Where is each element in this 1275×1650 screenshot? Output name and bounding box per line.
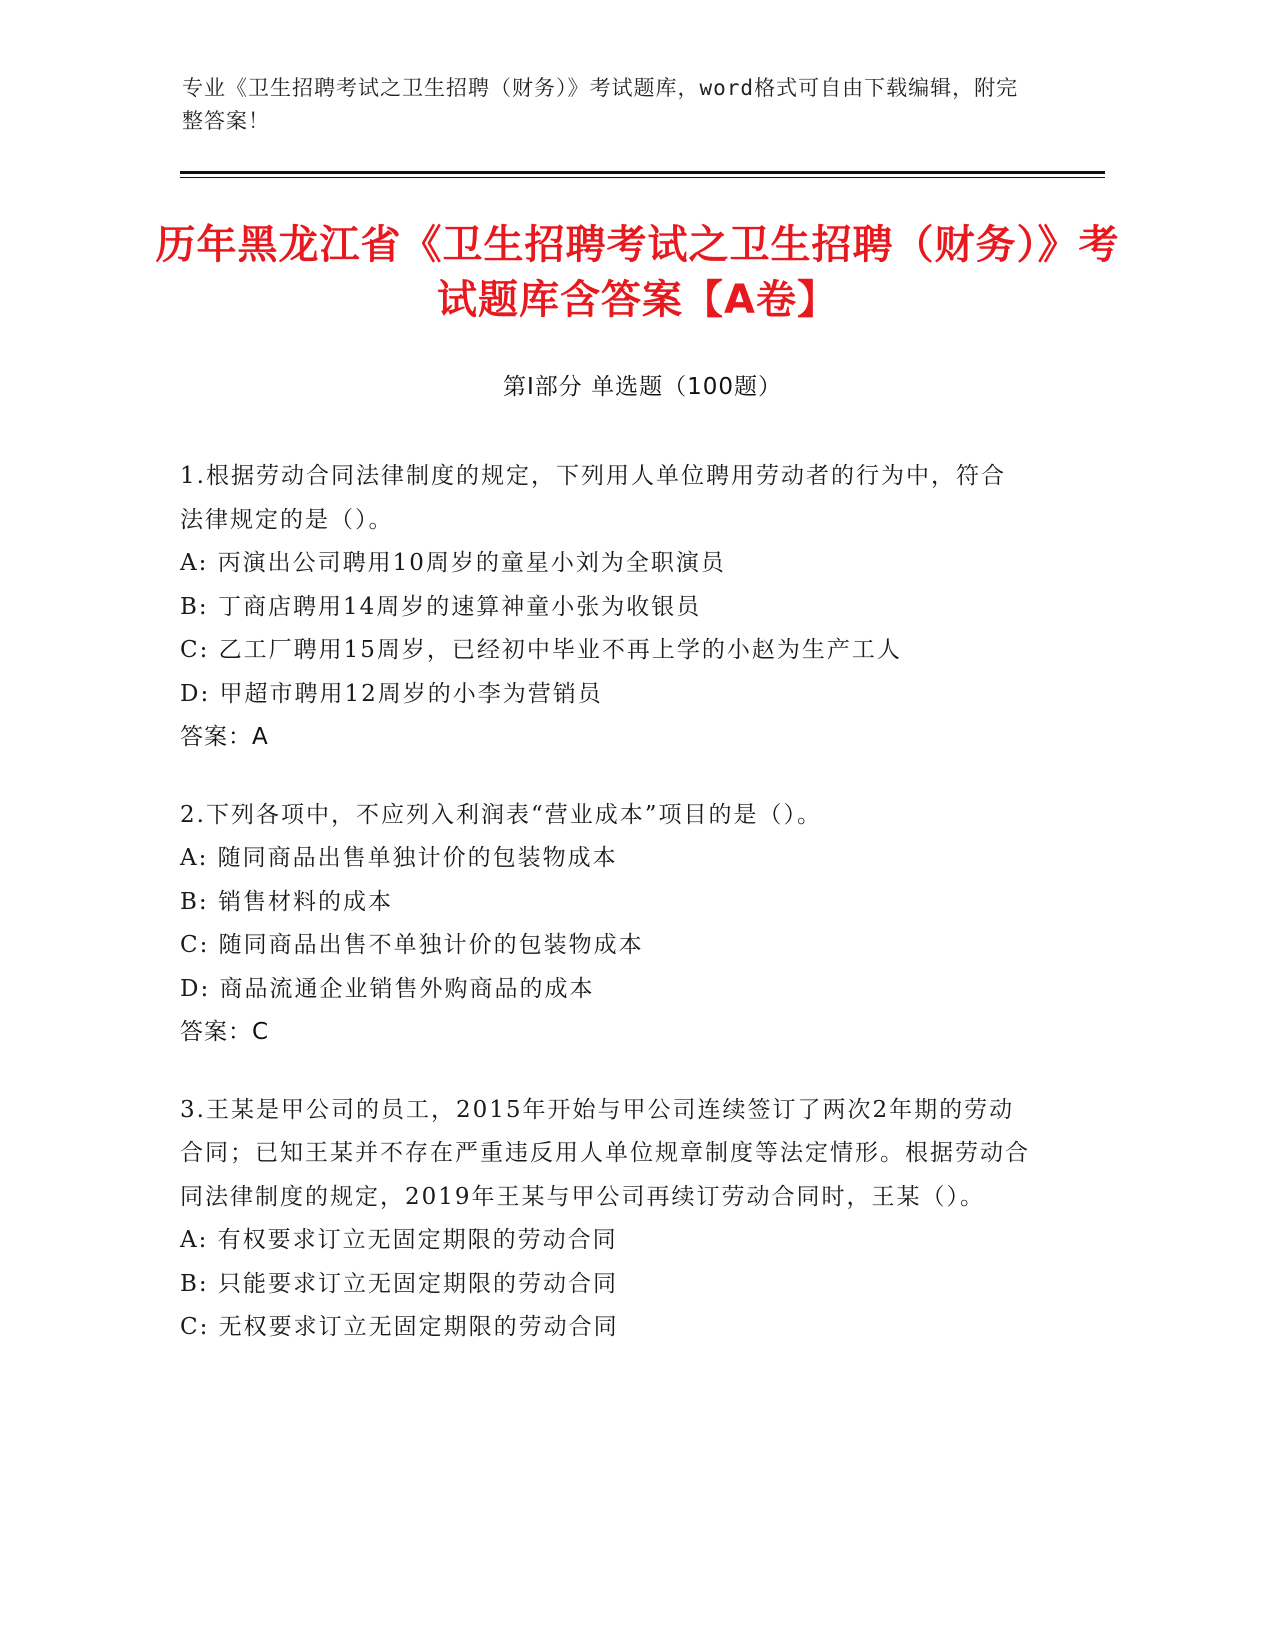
option-a: A: 随同商品出售单独计价的包装物成本	[180, 845, 618, 871]
option-a: A: 有权要求订立无固定期限的劳动合同	[180, 1227, 618, 1253]
option-b: B: 只能要求订立无固定期限的劳动合同	[180, 1270, 618, 1297]
answer-line: 答案：A	[180, 724, 269, 750]
question-list	[180, 455, 1030, 1384]
question-stem: 2.下列各项中，不应列入利润表“营业成本”项目的是（）。	[180, 801, 822, 828]
question-stem: 1.根据劳动合同法律制度的规定，下列用人单位聘用劳动者的行为中，符合法律规定的是（）。	[180, 463, 1006, 533]
header-rule-thin	[180, 177, 1105, 178]
option-c: C: 随同商品出售不单独计价的包装物成本	[180, 932, 644, 958]
document-title: 历年黑龙江省《卫生招聘考试之卫生招聘（财务）》考试题库含答案【A卷】	[155, 222, 1120, 323]
option-d: D: 商品流通企业销售外购商品的成本	[180, 975, 595, 1002]
question-3	[180, 1089, 1030, 1350]
question-stem: 3.王某是甲公司的员工，2015年开始与甲公司连续签订了两次2年期的劳动合同；已知王某并不存在严重违反用人单位规章制度等法定情形。根据劳动合同法律制度的规定，2019年王某与甲公司再续订劳动合同时，王某（）。	[180, 1096, 1030, 1210]
option-b: B: 丁商店聘用14周岁的速算神童小张为收银员	[180, 593, 702, 620]
section-heading: 第Ⅰ部分 单选题（100题）	[503, 374, 782, 400]
option-c: C: 乙工厂聘用15周岁，已经初中毕业不再上学的小赵为生产工人	[180, 637, 902, 663]
answer-line: 答案：C	[180, 1019, 270, 1045]
question-2	[180, 794, 1030, 1055]
option-d: D: 甲超市聘用12周岁的小李为营销员	[180, 680, 603, 707]
header-note: 专业《卫生招聘考试之卫生招聘（财务）》考试题库，word格式可自由下载编辑，附完整答案！	[182, 76, 1019, 133]
question-1	[180, 455, 1030, 760]
option-c: C: 无权要求订立无固定期限的劳动合同	[180, 1314, 619, 1340]
header-rule-thick	[180, 171, 1105, 174]
option-b: B: 销售材料的成本	[180, 888, 393, 915]
option-a: A: 丙演出公司聘用10周岁的童星小刘为全职演员	[180, 550, 726, 576]
